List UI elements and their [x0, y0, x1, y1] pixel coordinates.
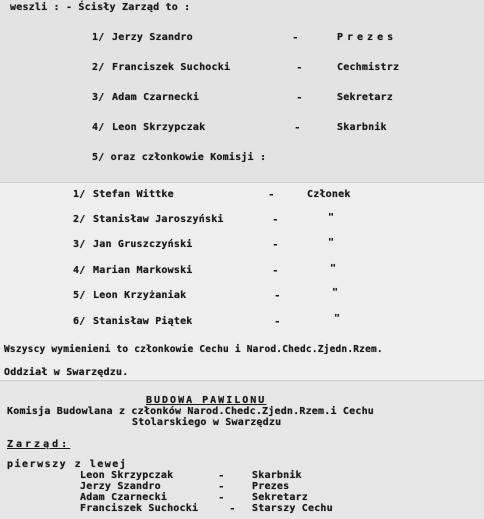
board-num: 3/ — [92, 92, 105, 103]
board-role: Cechmistrz — [337, 62, 400, 73]
zarzad-label: Zarząd: — [7, 439, 71, 450]
member-dash: - — [274, 315, 281, 328]
member-name: Marian Markowski — [93, 265, 193, 276]
board-dash: - — [296, 91, 303, 104]
board-dash: - — [292, 31, 299, 44]
member-role: " — [328, 237, 335, 248]
lineup-name: Leon Skrzypczak — [80, 470, 174, 481]
section-subtitle: Stolarskiego w Swarzędzu — [132, 417, 282, 428]
lineup-name: Adam Czarnecki — [80, 492, 168, 503]
member-name: Stefan Wittke — [93, 189, 174, 200]
intro-line: weszli : - Ścisły Zarząd to : — [10, 2, 191, 13]
board-num: 1/ — [92, 32, 105, 43]
lineup-dash: - — [229, 502, 236, 515]
lineup-role: Starszy Cechu — [252, 503, 333, 514]
member-num: 5/ — [73, 290, 86, 301]
member-name: Stanisław Piątek — [93, 316, 193, 327]
member-role: Członek — [307, 189, 351, 200]
middle-sheet — [0, 182, 484, 381]
statement-line: Oddział w Swarzędzu. — [4, 367, 129, 378]
lineup-role: Skarbnik — [252, 470, 302, 481]
member-name: Stanisław Jaroszyński — [93, 214, 224, 225]
commission-intro: 5/ oraz członkowie Komisji : — [92, 152, 267, 163]
lower-sheet — [0, 380, 484, 519]
upper-sheet — [0, 0, 484, 182]
row-label: pierwszy z lewej — [7, 459, 128, 470]
member-name: Jan Gruszczyński — [93, 239, 193, 250]
board-role: Prezes — [337, 32, 398, 43]
member-role: " — [332, 287, 339, 298]
board-name: Leon Skrzypczak — [112, 122, 206, 133]
lineup-role: Prezes — [252, 481, 290, 492]
statement-line: Wszyscy wymienieni to członkowie Cechu i Narod.Chedc.Zjedn.Rzem. — [4, 344, 383, 355]
lineup-name: Jerzy Szandro — [80, 481, 161, 492]
section-title: BUDOWA PAWILONU — [146, 395, 267, 406]
member-dash: - — [272, 213, 279, 226]
member-dash: - — [274, 289, 281, 302]
member-num: 1/ — [73, 189, 86, 200]
member-dash: - — [272, 264, 279, 277]
member-name: Leon Krzyżaniak — [93, 290, 187, 301]
member-dash: - — [268, 188, 275, 201]
board-name: Jerzy Szandro — [112, 32, 193, 43]
lineup-role: Sekretarz — [252, 492, 308, 503]
member-num: 3/ — [73, 239, 86, 250]
lineup-dash: - — [218, 480, 225, 493]
lineup-name: Franciszek Suchocki — [80, 503, 199, 514]
member-num: 4/ — [73, 265, 86, 276]
lineup-dash: - — [218, 491, 225, 504]
board-name: Franciszek Suchocki — [112, 62, 231, 73]
member-role: " — [330, 263, 337, 274]
board-num: 4/ — [92, 122, 105, 133]
member-num: 6/ — [73, 316, 86, 327]
board-name: Adam Czarnecki — [112, 92, 200, 103]
board-dash: - — [294, 121, 301, 134]
lineup-dash: - — [218, 469, 225, 482]
board-role: Skarbnik — [337, 122, 387, 133]
section-subtitle: Komisja Budowlana z członków Narod.Chedc.Zjedn.Rzem.i Cechu — [7, 406, 375, 417]
member-dash: - — [272, 238, 279, 251]
board-role: Sekretarz — [337, 92, 393, 103]
member-role: " — [328, 212, 335, 223]
board-dash: - — [296, 61, 303, 74]
member-num: 2/ — [73, 214, 86, 225]
member-role: " — [334, 313, 341, 324]
board-num: 2/ — [92, 62, 105, 73]
